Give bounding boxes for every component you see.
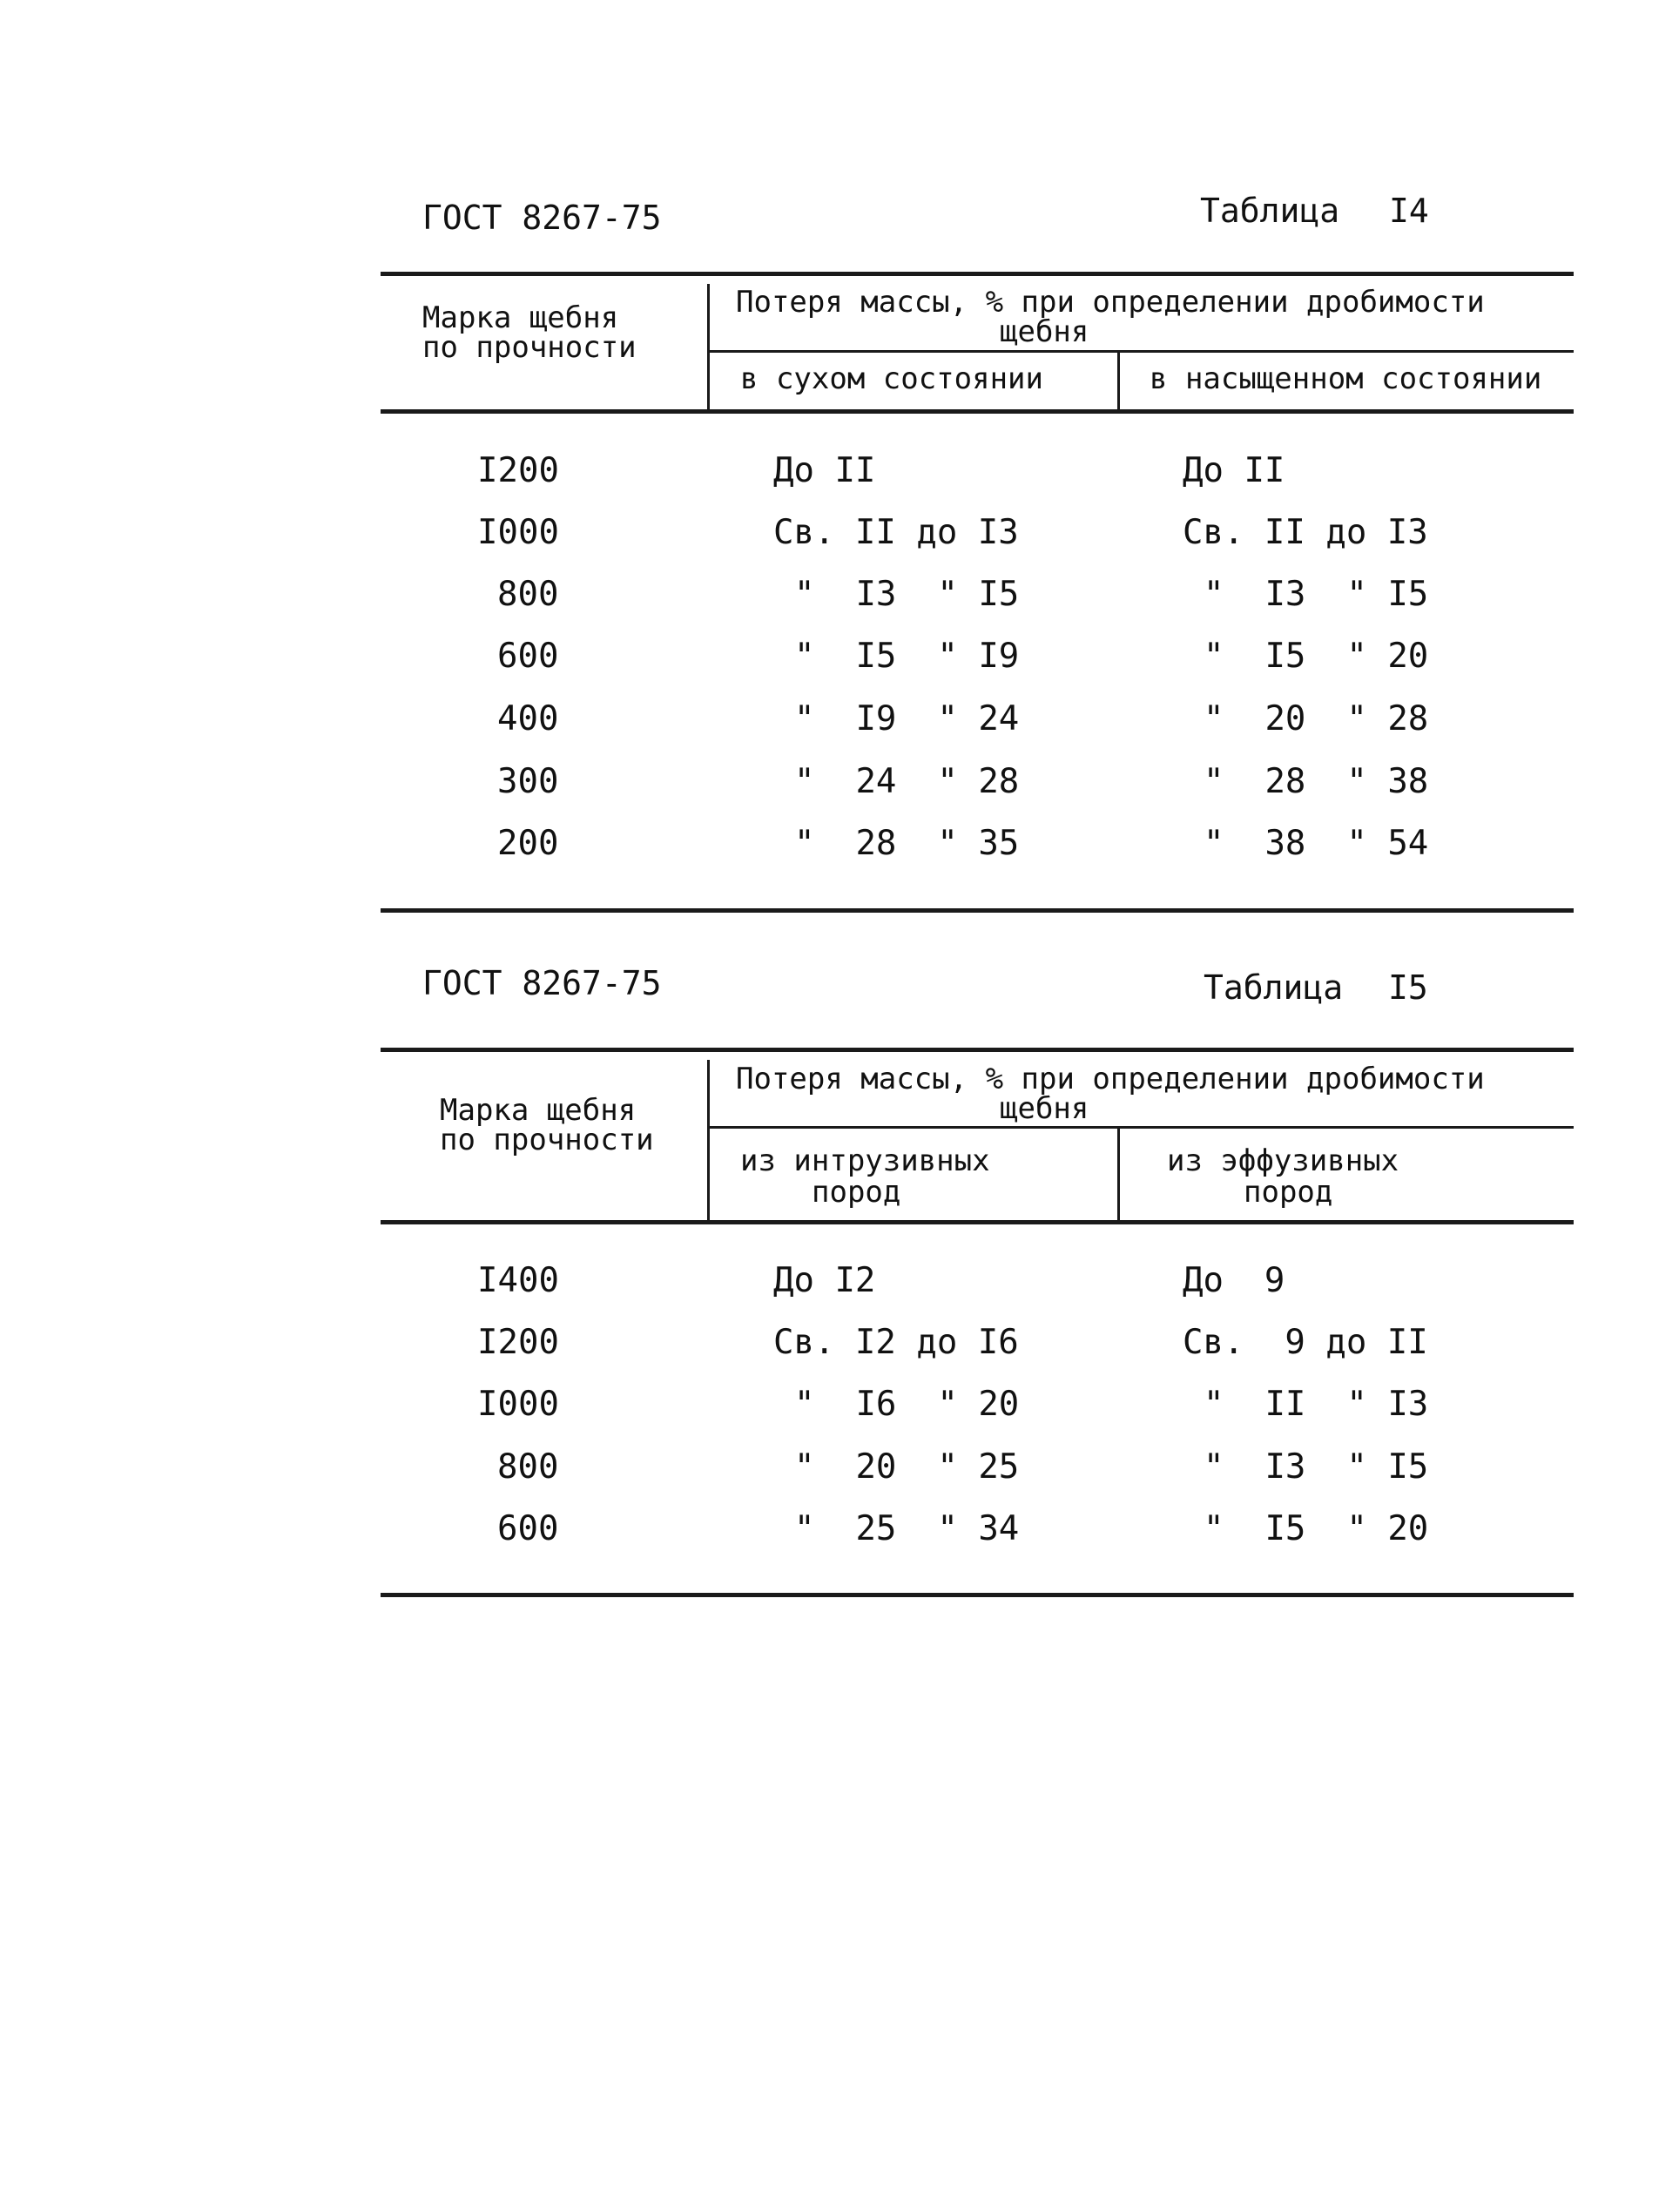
col-intrusive-header: из интрузивных (740, 1143, 990, 1178)
group-header: щебня (1000, 314, 1089, 349)
dry-cell: " I3 " I5 (794, 575, 1020, 614)
dry-cell: " 24 " 28 (794, 762, 1020, 801)
group-header: Потеря массы, % при определении дробимости (736, 1062, 1485, 1096)
table-top-rule (381, 1048, 1574, 1052)
intrusive-cell: До I2 (773, 1261, 876, 1300)
grade-cell: 800 (497, 1447, 559, 1487)
header-bottom-rule (381, 409, 1574, 414)
col-grade-header: по прочности (440, 1123, 654, 1157)
col-grade-header: по прочности (422, 330, 637, 365)
intrusive-cell: " I6 " 20 (794, 1385, 1020, 1424)
grade-cell: 300 (497, 762, 559, 801)
intrusive-cell: " 20 " 25 (794, 1447, 1020, 1487)
column-divider (707, 1060, 710, 1222)
dry-cell: " I9 " 24 (794, 699, 1020, 738)
grade-cell: 600 (497, 637, 559, 676)
group-header: Потеря массы, % при определении дробимости (736, 285, 1485, 320)
doc-code: ГОСТ 8267-75 (422, 964, 662, 1002)
table-label: Таблица (1204, 968, 1344, 1007)
table-number: I4 (1389, 192, 1429, 230)
grade-cell: I200 (477, 1323, 559, 1362)
table-label: Таблица (1200, 192, 1340, 230)
intrusive-cell: Св. I2 до I6 (773, 1323, 1019, 1362)
wet-cell: " 38 " 54 (1204, 824, 1429, 863)
dry-cell: До II (773, 451, 876, 490)
grade-cell: I000 (477, 1385, 559, 1424)
grade-cell: 800 (497, 575, 559, 614)
table-top-rule (381, 272, 1574, 276)
dry-cell: " I5 " I9 (794, 637, 1020, 676)
table-number: I5 (1388, 968, 1428, 1007)
grade-cell: I200 (477, 451, 559, 490)
subheader-rule (710, 350, 1574, 353)
wet-cell: Св. II до I3 (1183, 513, 1428, 552)
column-divider (1117, 352, 1120, 411)
wet-cell: " I5 " 20 (1204, 637, 1429, 676)
table-bottom-rule (381, 1593, 1574, 1597)
effusive-cell: " II " I3 (1204, 1385, 1429, 1424)
header-bottom-rule (381, 1220, 1574, 1224)
column-divider (1117, 1129, 1120, 1222)
col-grade-header: Марка щебня (422, 300, 619, 335)
table-bottom-rule (381, 908, 1574, 913)
dry-cell: Св. II до I3 (773, 513, 1019, 552)
grade-cell: 600 (497, 1509, 559, 1548)
effusive-cell: " I3 " I5 (1204, 1447, 1429, 1487)
group-header: щебня (1000, 1091, 1089, 1126)
effusive-cell: До 9 (1183, 1261, 1285, 1300)
col-intrusive-header: пород (812, 1175, 901, 1210)
col-effusive-header: из эффузивных (1167, 1143, 1399, 1178)
col-grade-header: Марка щебня (440, 1093, 637, 1128)
grade-cell: 400 (497, 699, 559, 738)
wet-cell: " 20 " 28 (1204, 699, 1429, 738)
subheader-rule (710, 1126, 1574, 1129)
col-effusive-header: пород (1244, 1175, 1333, 1210)
intrusive-cell: " 25 " 34 (794, 1509, 1020, 1548)
column-divider (707, 284, 710, 411)
col-wet-header: в насыщенном состоянии (1150, 361, 1542, 396)
wet-cell: " I3 " I5 (1204, 575, 1429, 614)
wet-cell: " 28 " 38 (1204, 762, 1429, 801)
grade-cell: I400 (477, 1261, 559, 1300)
dry-cell: " 28 " 35 (794, 824, 1020, 863)
effusive-cell: Св. 9 до II (1183, 1323, 1428, 1362)
grade-cell: 200 (497, 824, 559, 863)
grade-cell: I000 (477, 513, 559, 552)
col-dry-header: в сухом состоянии (740, 361, 1043, 396)
wet-cell: До II (1183, 451, 1285, 490)
effusive-cell: " I5 " 20 (1204, 1509, 1429, 1548)
doc-code: ГОСТ 8267-75 (422, 199, 662, 237)
